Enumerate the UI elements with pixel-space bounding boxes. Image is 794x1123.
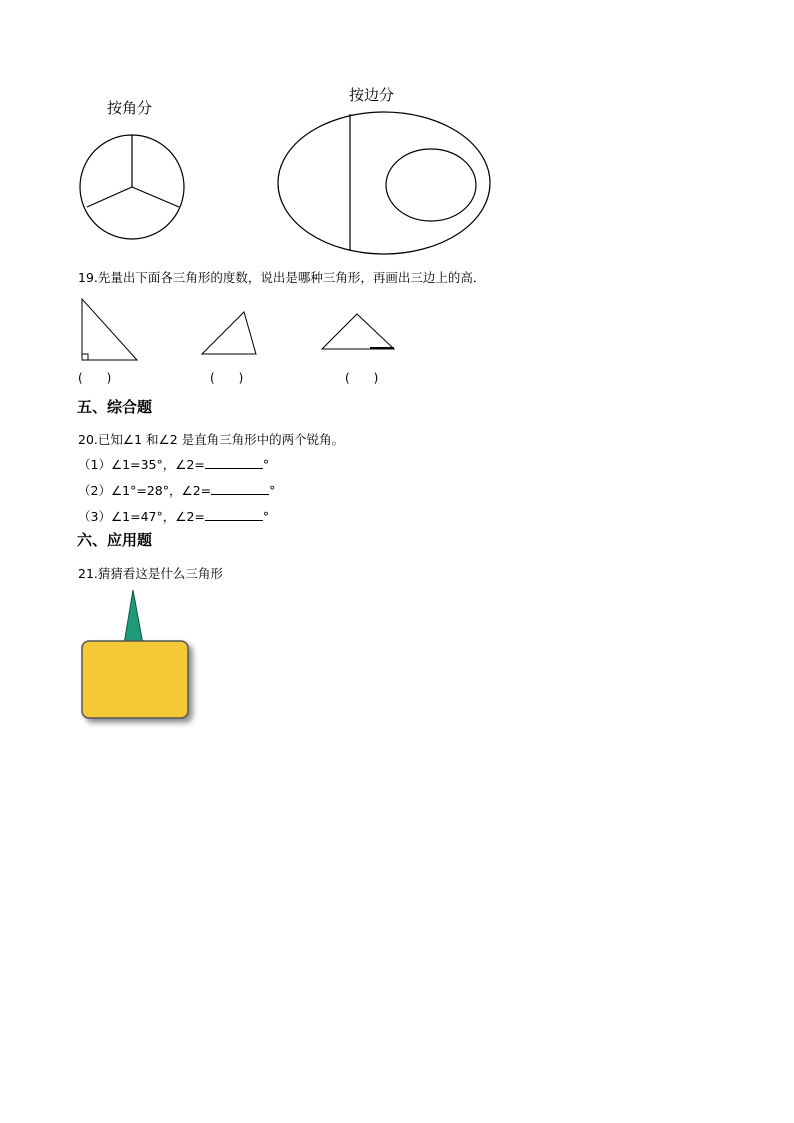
answer-bracket-2[interactable]: ( ) xyxy=(210,371,244,385)
q20-item-2-suffix: ° xyxy=(269,483,276,498)
q20-item-1-suffix: ° xyxy=(262,457,270,472)
by-angle-label: 按角分 xyxy=(107,99,153,117)
q20-item-3-prefix: （3）∠1=47°，∠2= xyxy=(78,509,205,524)
q20-item-1-prefix: （1）∠1=35°，∠2= xyxy=(78,457,205,472)
q21-text: 21.猜猜看这是什么三角形 xyxy=(78,566,223,581)
answer-bracket-1[interactable]: ( ) xyxy=(78,371,112,385)
answer-bracket-3[interactable]: ( ) xyxy=(345,371,379,385)
q20-stem: 20.已知∠1 和∠2 是直角三角形中的两个锐角。 xyxy=(78,432,345,447)
q20-item-2-prefix: （2）∠1°=28°，∠2= xyxy=(78,483,212,498)
section-6-title: 六、应用题 xyxy=(77,531,153,549)
triangle-tip xyxy=(124,590,143,644)
q20-item-3-suffix: ° xyxy=(262,509,270,524)
cover-card xyxy=(82,641,188,718)
section-5-title: 五、综合题 xyxy=(77,398,153,416)
q19-text: 19.先量出下面各三角形的度数，说出是哪种三角形，再画出三边上的高． xyxy=(78,270,486,285)
by-side-label: 按边分 xyxy=(349,86,395,104)
